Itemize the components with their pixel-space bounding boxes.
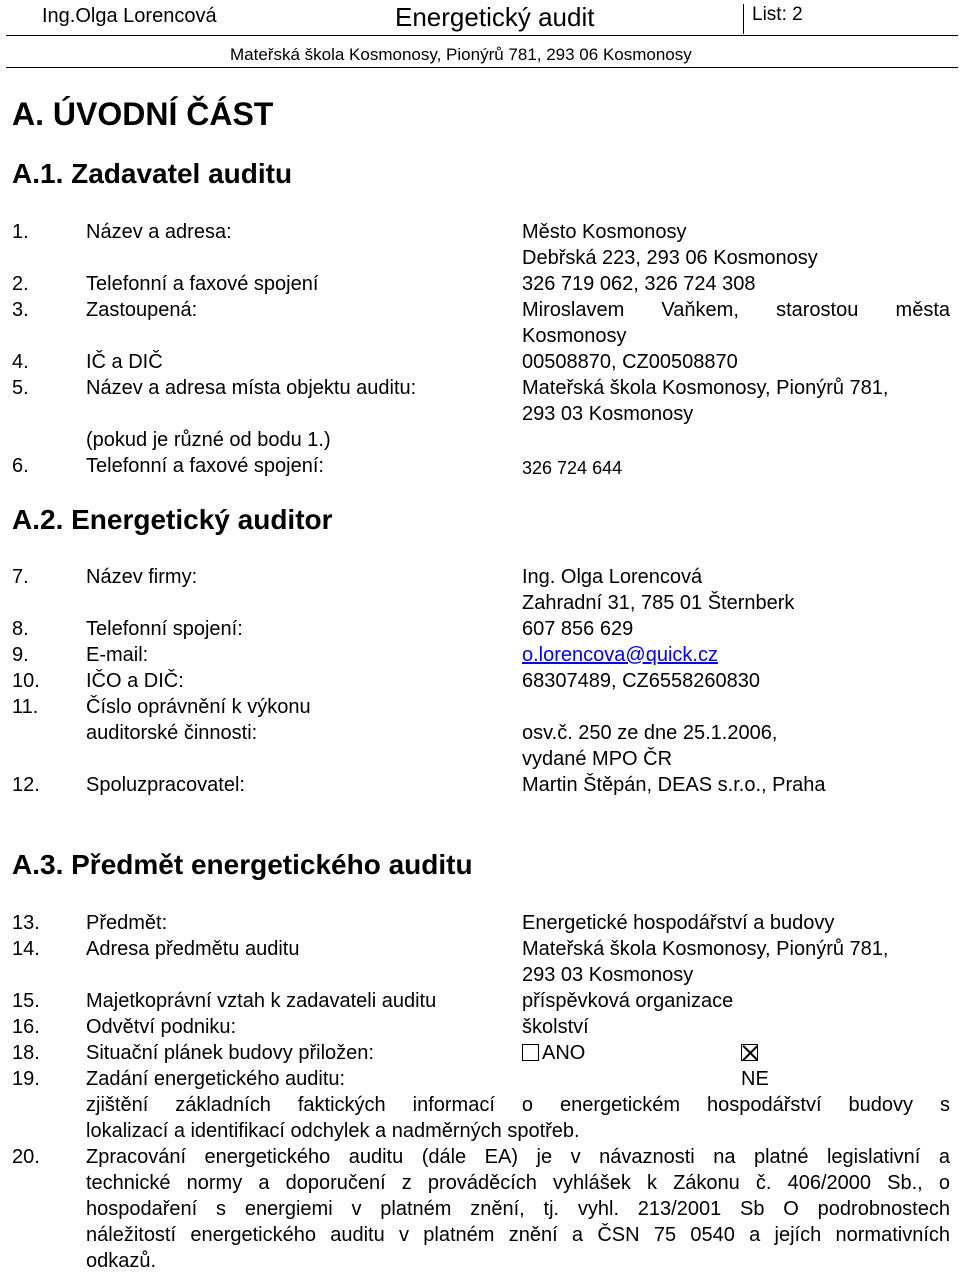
item-number: 12.	[12, 774, 40, 796]
item-value: 00508870, CZ00508870	[522, 351, 738, 373]
item-number: 6.	[12, 455, 29, 477]
option-yes-label: ANO	[542, 1042, 586, 1064]
item-value: Martin Štěpán, DEAS s.r.o., Praha	[522, 774, 826, 796]
header-rule	[6, 35, 958, 36]
item-value-line2: Kosmonosy	[522, 325, 627, 347]
option-no[interactable]	[741, 1040, 769, 1092]
header-page-number: List: 2	[752, 4, 803, 25]
item-number: 8.	[12, 618, 29, 640]
item-label-line2: auditorské činnosti:	[86, 722, 258, 744]
item-value-line2: Zahradní 31, 785 01 Šternberk	[522, 592, 795, 614]
item-value: Ing. Olga Lorencová	[522, 566, 703, 588]
item-value: Město Kosmonosy	[522, 221, 687, 243]
item-value-line2: Debřská 223, 293 06 Kosmonosy	[522, 247, 818, 269]
item-label: Název a adresa:	[86, 221, 232, 243]
item-value: Energetické hospodářství a budovy	[522, 912, 835, 934]
item-number: 11.	[12, 696, 39, 718]
heading-a1: A.1. Zadavatel auditu	[12, 158, 293, 189]
item-value: osv.č. 250 ze dne 25.1.2006,	[522, 722, 778, 744]
item-number: 15.	[12, 990, 40, 1012]
checkbox-yes[interactable]	[522, 1044, 539, 1061]
item-20-text	[86, 1144, 950, 1274]
item-value-line2: vydané MPO ČR	[522, 748, 673, 770]
checkbox-no[interactable]	[741, 1044, 758, 1061]
item-label: Předmět:	[86, 912, 168, 934]
item-number: 3.	[12, 299, 29, 321]
item-value: školství	[522, 1016, 589, 1038]
plan-options	[522, 1040, 769, 1090]
heading-a3: A.3. Předmět energetického auditu	[12, 849, 473, 880]
item-number: 14.	[12, 938, 40, 960]
header-subtitle: Mateřská škola Kosmonosy, Pionýrů 781, 293 06 Kosmonosy	[230, 45, 692, 64]
header-divider	[743, 4, 744, 34]
page-header	[6, 0, 958, 70]
item-value: Mateřská škola Kosmonosy, Pionýrů 781,	[522, 377, 889, 399]
item-number: 4.	[12, 351, 29, 373]
item-value: 326 719 062, 326 724 308	[522, 273, 756, 295]
item-label: Číslo oprávnění k výkonu	[86, 696, 311, 718]
paragraph-line: odkazů.	[86, 1250, 157, 1272]
item-19-text	[86, 1092, 950, 1144]
item-value-line2: 293 03 Kosmonosy	[522, 403, 694, 425]
item-label: Název firmy:	[86, 566, 198, 588]
item-value: Miroslavem Vaňkem, starostou města	[522, 299, 950, 321]
item-number: 2.	[12, 273, 29, 295]
item-label: IČO a DIČ:	[86, 670, 184, 692]
heading-a2: A.2. Energetický auditor	[12, 504, 333, 535]
paragraph-line: Zpracování energetického auditu (dále EA) je v návaznosti na platné legislativní a	[86, 1146, 950, 1168]
item-number: 13.	[12, 912, 40, 934]
paragraph-line: lokalizací a identifikací odchylek a nadměrných spotřeb.	[86, 1120, 580, 1142]
item-label: Adresa předmětu auditu	[86, 938, 300, 960]
item-label: Situační plánek budovy přiložen:	[86, 1042, 374, 1064]
item-number: 1.	[12, 221, 29, 243]
item-label: Majetkoprávní vztah k zadavateli auditu	[86, 990, 437, 1012]
item-value: příspěvková organizace	[522, 990, 734, 1012]
item-number: 20.	[12, 1146, 40, 1168]
paragraph-line: zjištění základních faktických informací o energetickém hospodářství budovy s	[86, 1094, 950, 1116]
item-label: Spoluzpracovatel:	[86, 774, 245, 796]
item-number: 19.	[12, 1068, 40, 1090]
item-label: Zastoupená:	[86, 299, 198, 321]
header-rule-bottom	[6, 67, 958, 68]
item-label: Odvětví podniku:	[86, 1016, 237, 1038]
paragraph-line: hospodaření s energiemi v platném znění, tj. vyhl. 213/2001 Sb O podrobnostech	[86, 1198, 950, 1220]
item-number: 5.	[12, 377, 29, 399]
item-value: Mateřská škola Kosmonosy, Pionýrů 781,	[522, 938, 889, 960]
header-title: Energetický audit	[395, 2, 595, 32]
item-number: 16.	[12, 1016, 40, 1038]
item-note: (pokud je různé od bodu 1.)	[86, 429, 331, 451]
item-number: 9.	[12, 644, 29, 666]
item-value: 326 724 644	[522, 458, 623, 478]
email-link[interactable]: o.lorencova@quick.cz	[522, 644, 718, 666]
item-label: Telefonní spojení:	[86, 618, 243, 640]
item-value: 607 856 629	[522, 618, 634, 640]
item-label: Název a adresa místa objektu auditu:	[86, 377, 417, 399]
item-number: 10.	[12, 670, 40, 692]
option-no-label: NE	[741, 1068, 769, 1090]
paragraph-line: technické normy a doporučení z prováděcích vyhlášek k Zákonu č. 406/2000 Sb., o	[86, 1172, 950, 1194]
item-value-line2: 293 03 Kosmonosy	[522, 964, 694, 986]
item-number: 7.	[12, 566, 29, 588]
item-label: Zadání energetického auditu:	[86, 1068, 346, 1090]
item-value: 68307489, CZ6558260830	[522, 670, 760, 692]
item-label: E-mail:	[86, 644, 149, 666]
section-title: A. ÚVODNÍ ČÁST	[12, 96, 274, 132]
item-number: 18.	[12, 1042, 40, 1064]
item-label: Telefonní a faxové spojení:	[86, 455, 324, 477]
item-label: IČ a DIČ	[86, 351, 163, 373]
header-author: Ing.Olga Lorencová	[42, 5, 217, 27]
paragraph-line: náležitostí energetického auditu v platném znění a ČSN 75 0540 a jejích normativních	[86, 1224, 950, 1246]
item-label: Telefonní a faxové spojení	[86, 273, 319, 295]
option-yes[interactable]	[522, 1042, 585, 1064]
